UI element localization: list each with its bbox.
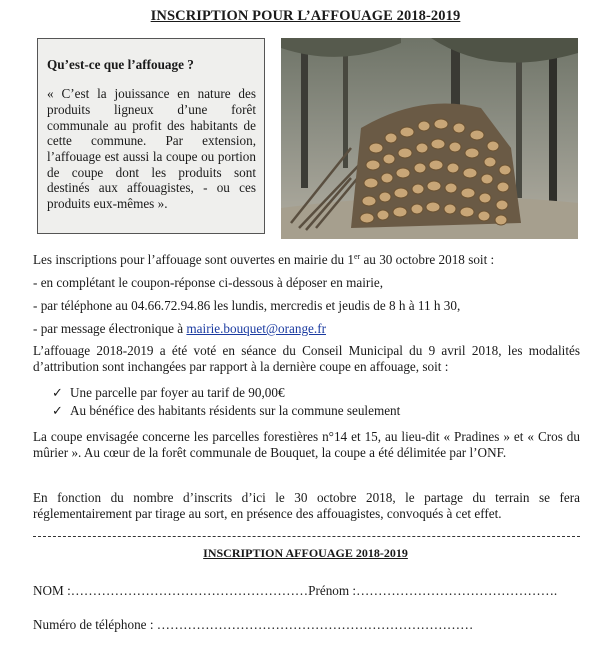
intro-text-end: au 30 octobre 2018 soit : bbox=[360, 252, 495, 267]
nom-prenom-field[interactable]: NOM :………………………………………………Prénom :………………………………………. bbox=[33, 583, 558, 598]
intro-superscript: er bbox=[353, 252, 361, 261]
method-phone: - par téléphone au 04.66.72.94.86 les lundis, mercredis et jeudis de 8 h à 11 h 30, bbox=[33, 298, 461, 313]
method-coupon: - en complétant le coupon-réponse ci-dessous à déposer en mairie, bbox=[33, 275, 384, 290]
vote-paragraph: L’affouage 2018-2019 a été voté en séance du Conseil Municipal du 9 avril 2018, les modalités d’attribution sont inchangées par rapport à la dernière coupe en affouage, soit : bbox=[33, 343, 580, 375]
firewood-pile-icon bbox=[281, 38, 578, 239]
telephone-field[interactable]: Numéro de téléphone : ……………………………………………………………… bbox=[33, 617, 474, 632]
coupe-paragraph: La coupe envisagée concerne les parcelles forestières n°14 et 15, au lieu-dit « Pradines » et « Cros du mûrier ». Au cœur de la forêt communale de Bouquet, la coupe a été délimitée par l’ONF. bbox=[33, 429, 580, 461]
definition-box bbox=[37, 38, 265, 234]
page-title: INSCRIPTION POUR L’AFFOUAGE 2018-2019 bbox=[150, 8, 461, 24]
condition-text: Une parcelle par foyer au tarif de 90,00€ bbox=[70, 385, 285, 400]
list-item bbox=[52, 385, 400, 403]
checkmark-icon: ✓ bbox=[52, 385, 64, 400]
checkmark-icon: ✓ bbox=[52, 403, 64, 418]
email-prefix: - par message électronique à bbox=[33, 321, 187, 336]
definition-question: Qu’est-ce que l’affouage ? bbox=[47, 57, 194, 72]
list-item bbox=[52, 403, 400, 421]
conditions-list bbox=[52, 385, 400, 421]
method-email bbox=[33, 321, 580, 337]
condition-text: Au bénéfice des habitants résidents sur la commune seulement bbox=[70, 403, 401, 418]
definition-text: « C’est la jouissance en nature des produits ligneux d’une forêt communale au profit des habitants de cette commune. Par extension, l’affouage est aussi la coupe ou portion de coupe dont les produits sont destinés aux affouagistes, - ou ces produits eux-mêmes ». bbox=[47, 86, 256, 212]
email-link[interactable]: mairie.bouquet@orange.fr bbox=[186, 321, 326, 336]
cut-line bbox=[33, 536, 580, 537]
coupon-title: INSCRIPTION AFFOUAGE 2018-2019 bbox=[203, 546, 408, 560]
intro-line bbox=[33, 252, 580, 268]
tirage-paragraph: En fonction du nombre d’inscrits d’ici le 30 octobre 2018, le partage du terrain se fera réglementairement par tirage au sort, en présence des affouagistes, convoqués à cet effet. bbox=[33, 490, 580, 522]
intro-text-start: Les inscriptions pour l’affouage sont ouvertes en mairie du 1 bbox=[33, 252, 354, 267]
firewood-photo bbox=[281, 38, 578, 239]
